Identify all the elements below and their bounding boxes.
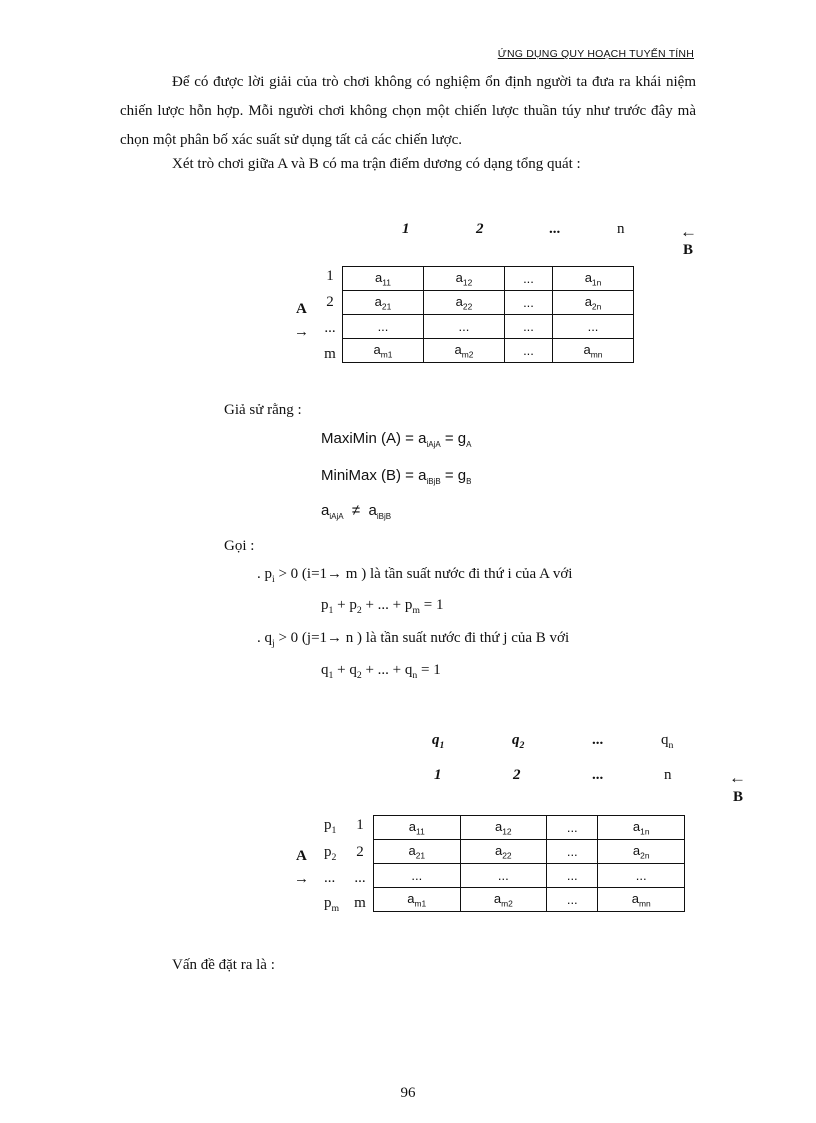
matrix-1 [0,216,816,386]
m2-cell-sub: m2 [501,898,513,909]
m1-cell-base: a [373,341,381,357]
m1-row [343,315,634,339]
m2-cell-sub: 1n [640,826,650,837]
q-sum-s2: 2 [356,670,362,681]
m2-cell-base: ... [635,868,647,883]
m2-cell-base: a [632,818,641,834]
m1-cell [423,267,504,291]
m1-cell-base: a [584,293,592,309]
m1-cell-base: a [583,341,591,357]
m2-cell-sub: mn [638,898,651,909]
m2-col-header-dots: ... [592,767,604,783]
m1-cell-sub: 1n [591,277,602,288]
m2-arrow-right-icon: → [294,871,309,887]
m2-q-header-n [661,732,673,751]
m1-row [343,267,634,291]
m1-cell [553,339,634,363]
m1-row-label-2: 2 [326,294,334,310]
m1-cell [504,315,552,339]
m1-arrow-right-icon: → [294,324,309,340]
intro-paragraph [120,68,696,155]
m2-row [374,816,685,840]
m2-row [374,840,685,864]
m1-cell-sub: 11 [382,277,391,288]
maximin-eq: = g [444,430,467,447]
m2-cell [598,888,685,912]
m2-col-header-2: 2 [513,767,521,783]
p-sum-t1: p [321,597,329,613]
m2-cell [460,840,547,864]
m2-cell-base: a [631,890,639,906]
m2-cell [460,816,547,840]
m2-cell [547,816,598,840]
m1-cell [343,267,424,291]
q-sum-s1: 1 [328,670,334,681]
q-sum-t2: + q [333,662,357,678]
q-definition [257,630,569,649]
p-def-pre: . p [257,566,272,582]
neq-a1: a [321,502,330,519]
neq-a2-sub: iBjB [376,512,392,521]
m1-cell-base: ... [587,319,599,334]
m1-col-header-n: n [617,221,625,237]
m2-p1-sub: 1 [331,825,337,836]
m2-label-b: B [733,789,744,805]
minimax-eq: = g [444,467,467,484]
q-def-pre: . q [257,630,272,646]
maximin-g-sub: A [466,440,472,449]
m2-p-label-dots [324,870,335,887]
m2-cell-base: a [632,842,641,858]
m2-cell-sub: 12 [502,826,512,837]
m2-label-a: A [296,848,307,864]
m2-qn-sub: n [668,740,674,751]
q-sum-t4: = 1 [417,662,441,678]
assume-label: Giả sử rằng : [224,402,302,418]
p-def-post: > 0 (i=1→ m ) là tần suất nước đi thứ i của A với [274,566,573,582]
m1-cell-base: ... [523,319,534,334]
m1-cell [504,291,552,315]
q-sum [321,662,441,681]
m2-cell [374,864,461,888]
neq-symbol: ≠ [351,502,361,519]
minimax-g-sub: B [466,477,472,486]
m2-cell-sub: m1 [414,898,427,909]
m2-qn-base: q [661,732,669,748]
m2-cell [374,840,461,864]
m2-row [374,888,685,912]
maximin-a-sub: iAjA [426,440,441,449]
q-sum-t3: + ... + q [361,662,413,678]
m1-cell-base: a [455,293,463,309]
m2-row-label-m: m [354,895,366,911]
m2-cell [374,888,461,912]
m2-p2-sub: 2 [331,852,337,863]
m2-row-label-1: 1 [356,817,364,833]
maximin-formula [321,430,471,449]
p-sum-s3: m [412,605,420,616]
matrix-1-table [342,266,634,363]
m2-cell [374,816,461,840]
m1-cell-base: a [455,269,463,285]
m2-q2-base: q [512,732,520,748]
m2-row [374,864,685,888]
m2-p-label-1 [324,817,336,836]
m1-cell-base: a [374,293,382,309]
m1-cell-sub: 2n [591,301,602,312]
neq-a2: a [368,502,377,519]
m2-q-header-1 [432,732,444,751]
consider-line: Xét trò chơi giữa A và B có ma trận điểm dương có dạng tổng quát : [172,156,581,172]
p-sum-s2: 2 [356,605,362,616]
m1-cell [343,339,424,363]
m2-cell-sub: 22 [502,850,512,861]
p-sum-t4: = 1 [419,597,444,613]
neq-a1-sub: iAjA [329,512,344,521]
m1-cell-base: a [374,269,383,285]
q-sum-s3: n [412,670,418,681]
m2-pdots-base: ... [324,870,336,886]
m2-cell-base: ... [566,820,578,835]
m2-cell-base: a [493,890,502,906]
maximin-lhs: MaxiMin (A) = [321,430,414,447]
m1-cell-base: a [454,341,462,357]
m2-row-label-dots: ... [354,870,366,886]
m1-label-b: B [683,242,694,258]
m2-arrow-left-icon: ← [729,768,746,787]
m1-cell-sub: mn [590,349,603,360]
m1-cell-sub: 22 [462,301,473,312]
m2-pm-sub: m [331,903,340,914]
m2-cell-sub: 21 [415,850,426,861]
m2-cell [598,840,685,864]
m1-cell-base: ... [523,295,534,310]
maximin-a: a [418,430,427,447]
m1-row [343,339,634,363]
m1-cell-base: a [584,269,592,285]
m2-cell-base: ... [566,844,578,859]
m1-cell [343,291,424,315]
m1-cell [504,267,552,291]
m1-row-label-dots: ... [324,320,336,336]
m2-cell [547,888,598,912]
m2-cell [460,888,547,912]
m1-row-label-m: m [324,346,336,362]
m2-p2-base: p [324,844,332,860]
problem-line: Vấn đề đặt ra là : [172,957,275,973]
m2-cell-base: ... [566,892,578,907]
m1-cell [423,291,504,315]
running-header: ỨNG DỤNG QUY HOẠCH TUYẾN TÍNH [497,48,694,60]
m2-cell-base: a [495,842,503,858]
m1-cell [553,267,634,291]
m2-pm-base: p [324,895,332,911]
call-label: Gọi : [224,538,255,554]
m2-cell-base: a [408,818,416,834]
m1-label-a: A [296,301,307,317]
m1-cell [343,315,424,339]
m1-cell [504,339,552,363]
m2-qdots-base: ... [592,732,604,748]
matrix-2 [0,728,816,928]
p-definition [257,566,572,585]
m1-col-header-dots: ... [549,221,561,237]
m1-row-label-1: 1 [326,268,334,284]
m1-arrow-left-icon: ← [680,222,697,241]
m2-cell-sub: 2n [640,850,650,861]
m2-q2-sub: 2 [519,740,525,751]
m2-cell-base: ... [566,868,578,883]
minimax-a-sub: iBjB [426,477,441,486]
m2-cell-base: ... [411,868,423,883]
m2-q-header-2 [512,732,524,751]
m1-cell-base: ... [377,319,389,334]
m2-cell-sub: 11 [416,826,425,837]
m1-cell [553,315,634,339]
m2-col-header-1: 1 [434,767,442,783]
m1-cell-sub: 21 [381,301,392,312]
m1-cell-sub: m1 [380,349,393,360]
m1-row [343,291,634,315]
m2-p1-base: p [324,817,332,833]
p-def-sub: i [272,574,275,585]
matrix-2-table [373,815,685,912]
m2-cell [598,816,685,840]
m2-col-header-n: n [664,767,672,783]
m1-cell-base: ... [523,343,534,358]
m2-q-header-dots [592,732,603,749]
m1-cell-sub: 12 [462,277,473,288]
m2-q1-base: q [432,732,440,748]
m2-p-label-2 [324,844,336,863]
m2-cell-base: a [495,818,503,834]
m1-cell-base: ... [458,319,470,334]
m2-q1-sub: 1 [439,740,445,751]
minimax-lhs: MiniMax (B) = [321,467,414,484]
m1-col-header-1: 1 [402,221,410,237]
m1-cell [423,315,504,339]
m2-cell [547,840,598,864]
m1-cell-sub: m2 [461,349,474,360]
q-sum-t1: q [321,662,329,678]
m2-cell [598,864,685,888]
m2-p-label-m [324,895,339,914]
m2-cell [460,864,547,888]
neq-formula [321,502,391,521]
p-sum [321,597,443,616]
m1-col-header-2: 2 [476,221,484,237]
page-number: 96 [400,1085,416,1101]
p-sum-t3: + ... + p [361,597,413,613]
m1-cell [423,339,504,363]
m2-cell-base: a [407,890,415,906]
m1-cell [553,291,634,315]
p-sum-t2: + p [333,597,357,613]
q-def-post: > 0 (j=1→ n ) là tần suất nước đi thứ j của B với [274,630,570,646]
intro-text: Để có được lời giải của trò chơi không có nghiệm ổn định người ta đưa ra khái niệm chiến lược hỗn hợp. Mỗi người chơi không chọn một chiến lược thuần túy như trước đây mà chọn một phân bố xác suất sử dụng tất cả các chiến lược. [120,74,696,148]
m1-cell-base: ... [523,271,534,286]
m2-cell-base: a [408,842,416,858]
m2-cell [547,864,598,888]
q-def-sub: j [272,638,275,649]
minimax-a: a [418,467,427,484]
p-sum-s1: 1 [328,605,334,616]
m2-row-label-2: 2 [356,844,364,860]
minimax-formula [321,467,471,486]
m2-cell-base: ... [497,868,509,883]
